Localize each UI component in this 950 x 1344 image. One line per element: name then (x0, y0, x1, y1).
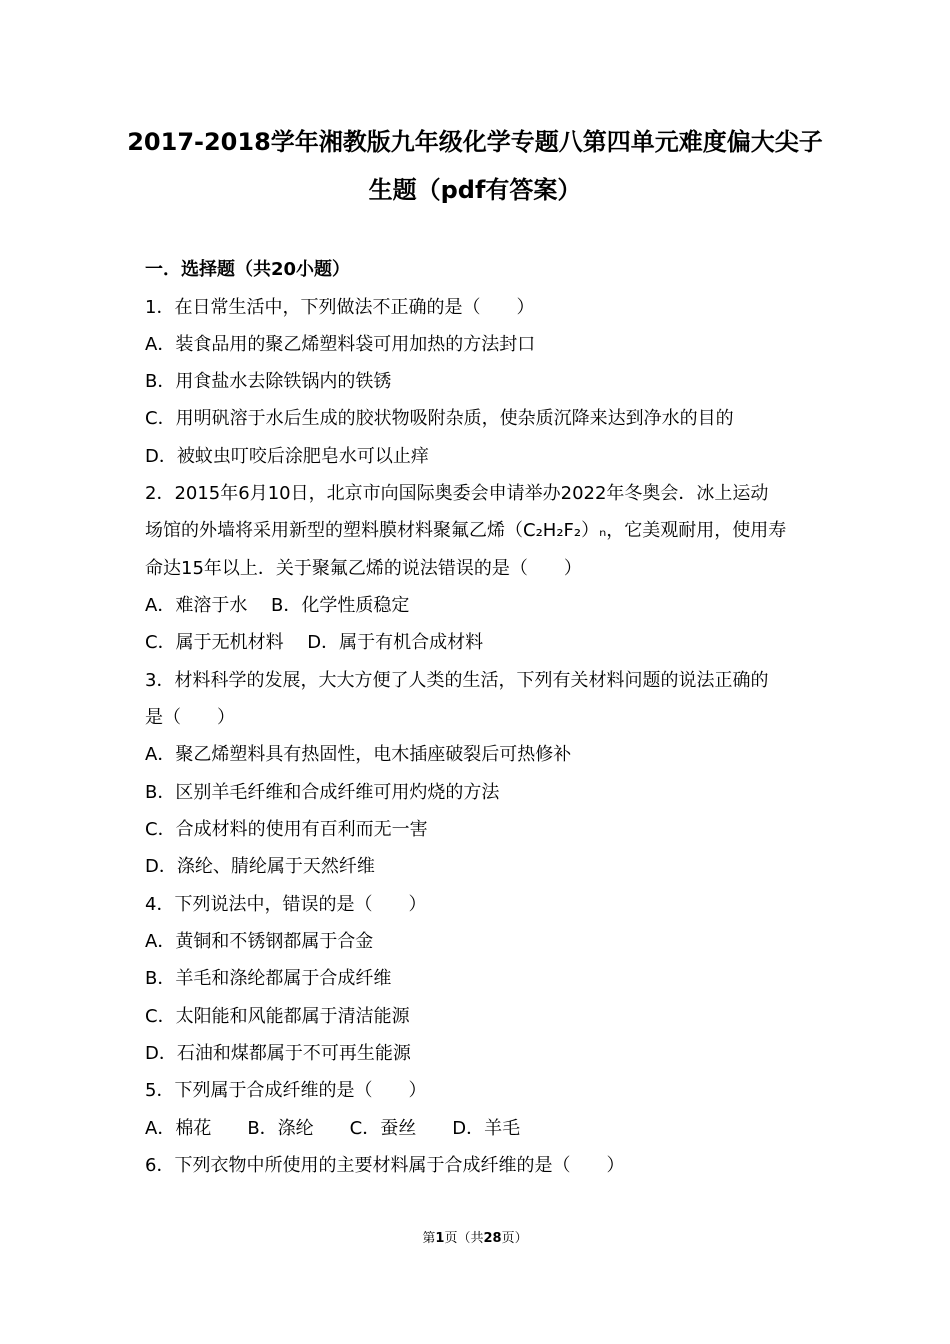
footer-page-number: 1 (435, 1231, 445, 1246)
question-2-options-cd: C．属于无机材料 D．属于有机合成材料 (145, 632, 484, 653)
question-3-option-b: B．区别羊毛纤维和合成纤维可用灼烧的方法 (145, 782, 500, 803)
question-2-options-ab: A．难溶于水 B．化学性质稳定 (145, 595, 410, 616)
question-1-option-c: C．用明矾溶于水后生成的胶状物吸附杂质，使杂质沉降来达到净水的目的 (145, 408, 734, 429)
footer-prefix: 第 (422, 1231, 436, 1246)
question-3-option-d: D．涤纶、腈纶属于天然纤维 (145, 856, 375, 877)
document-title-line-1: 2017-2018学年湘教版九年级化学专题八第四单元难度偏大尖子 (127, 128, 823, 156)
question-4-option-b: B．羊毛和涤纶都属于合成纤维 (145, 968, 392, 989)
question-1-option-b: B．用食盐水去除铁锅内的铁锈 (145, 371, 392, 392)
question-4-option-a: A．黄铜和不锈钢都属于合金 (145, 931, 374, 952)
question-2-line-1: 2．2015年6月10日，北京市向国际奥委会申请举办2022年冬奥会．冰上运动 (145, 483, 769, 504)
question-1: 1．在日常生活中，下列做法不正确的是（ ） (145, 297, 535, 318)
question-2-line-3: 命达15年以上．关于聚氟乙烯的说法错误的是（ ） (145, 558, 582, 579)
question-4-option-d: D．石油和煤都属于不可再生能源 (145, 1043, 411, 1064)
question-5-options: A．棉花 B．涤纶 C．蚕丝 D．羊毛 (145, 1118, 521, 1139)
question-1-option-a: A．装食品用的聚乙烯塑料袋可用加热的方法封口 (145, 334, 536, 355)
question-3-line-1: 3．材料科学的发展，大大方便了人类的生活，下列有关材料问题的说法正确的 (145, 670, 769, 691)
question-5: 5．下列属于合成纤维的是（ ） (145, 1080, 427, 1101)
question-1-option-d: D．被蚊虫叮咬后涂肥皂水可以止痒 (145, 446, 429, 467)
question-4-option-c: C．太阳能和风能都属于清洁能源 (145, 1006, 410, 1027)
question-3-option-a: A．聚乙烯塑料具有热固性，电木插座破裂后可热修补 (145, 744, 572, 765)
question-2-line-2: 场馆的外墙将采用新型的塑料膜材料聚氟乙烯（C₂H₂F₂）ₙ，它美观耐用，使用寿 (145, 520, 787, 541)
document-title-line-2: 生题（pdf有答案） (368, 176, 582, 204)
footer-middle: 页（共 (444, 1231, 484, 1246)
question-3-option-c: C．合成材料的使用有百利而无一害 (145, 819, 428, 840)
question-6: 6．下列衣物中所使用的主要材料属于合成纤维的是（ ） (145, 1155, 625, 1176)
footer-suffix: 页） (501, 1231, 528, 1246)
footer-total-pages: 28 (483, 1231, 502, 1246)
section-header: 一．选择题（共20小题） (145, 259, 351, 280)
page-footer (0, 1230, 950, 1248)
question-4: 4．下列说法中，错误的是（ ） (145, 894, 427, 915)
question-3-line-2: 是（ ） (145, 707, 235, 728)
